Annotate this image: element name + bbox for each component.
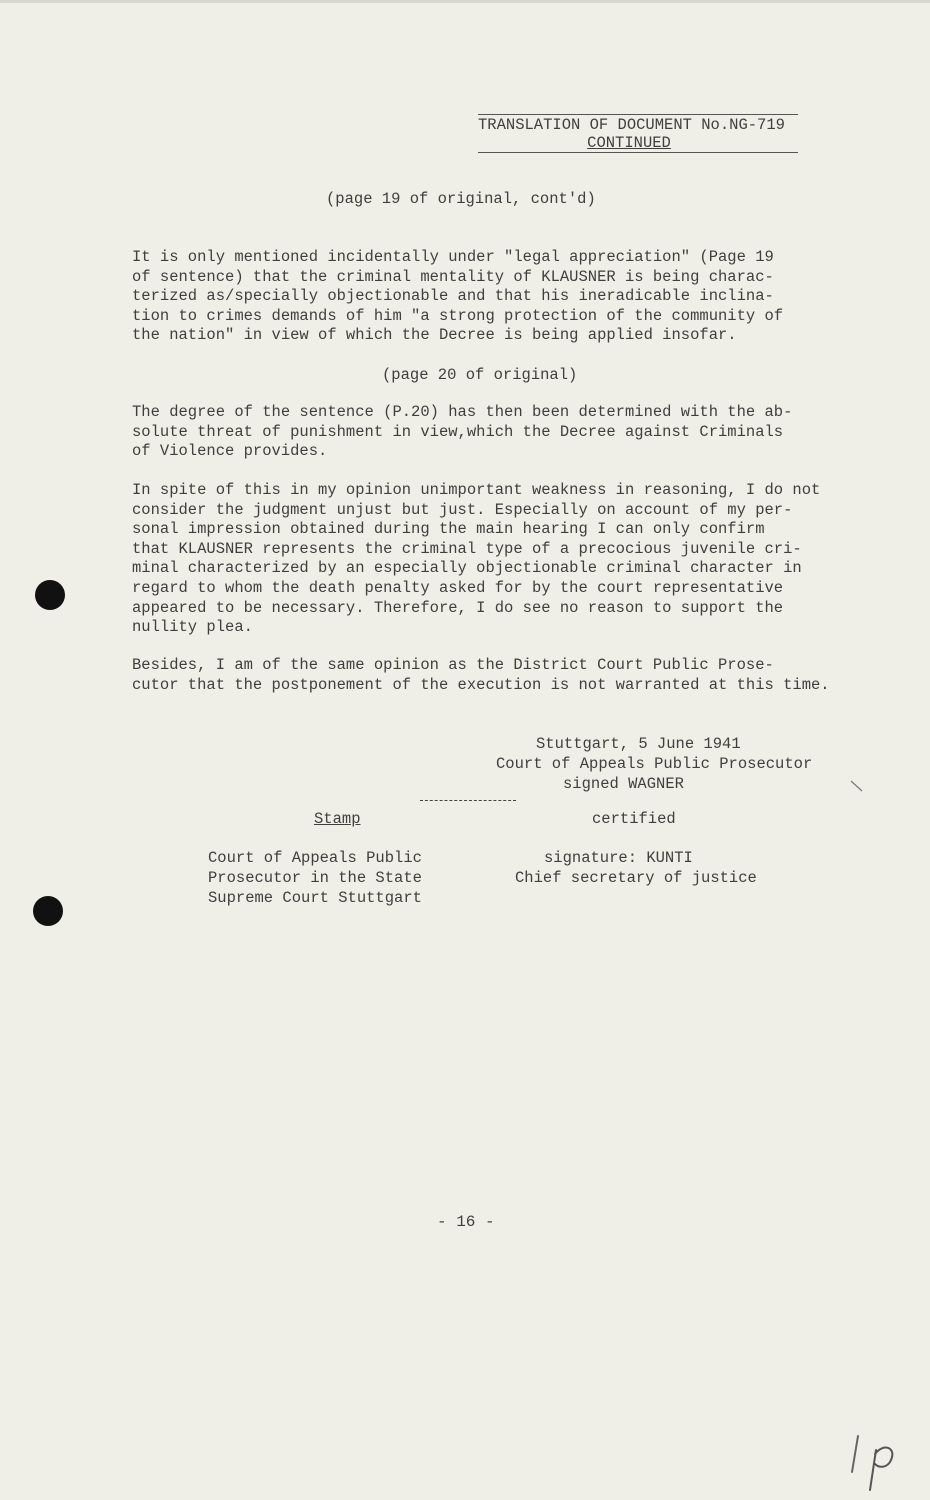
paragraph-line: Besides, I am of the same opinion as the District Court Public Prose- xyxy=(132,656,774,674)
page-note-19: (page 19 of original, cont'd) xyxy=(326,190,596,208)
stamp-line: Supreme Court Stuttgart xyxy=(208,889,422,907)
paragraph-line: that KLAUSNER represents the criminal type of a precocious juvenile cri- xyxy=(132,539,802,558)
stamp-line: Court of Appeals Public xyxy=(208,849,422,867)
paragraph-4 xyxy=(132,656,832,695)
paragraph-3 xyxy=(132,481,832,638)
signature-place-date: Stuttgart, 5 June 1941 xyxy=(536,735,741,753)
page-top-edge xyxy=(0,0,930,3)
paragraph-line: the nation" in view of which the Decree is being applied insofar. xyxy=(132,326,737,345)
paragraph-line: It is only mentioned incidentally under "legal appreciation" (Page 19 xyxy=(132,248,774,266)
separator-dashes xyxy=(420,800,516,801)
stamp-text xyxy=(208,848,422,908)
paragraph-line: cutor that the postponement of the execution is not warranted at this time. xyxy=(132,675,830,694)
paragraph-line: appeared to be necessary. Therefore, I do see no reason to support the xyxy=(132,598,784,617)
signature-title: Court of Appeals Public Prosecutor xyxy=(496,755,813,773)
page-note-20: (page 20 of original) xyxy=(382,366,578,384)
paragraph-line: nullity plea. xyxy=(132,618,253,637)
paragraph-line: regard to whom the death penalty asked for by the court representative xyxy=(132,578,784,597)
paragraph-line: solute threat of punishment in view,which the Decree against Criminals xyxy=(132,422,784,441)
page-number: - 16 - xyxy=(437,1213,495,1231)
paragraph-line: tion to crimes demands of him "a strong protection of the community of xyxy=(132,306,784,325)
document-header xyxy=(478,114,798,153)
paragraph-2 xyxy=(132,403,832,462)
paragraph-line: In spite of this in my opinion unimportant weakness in reasoning, I do not xyxy=(132,481,821,499)
stray-mark xyxy=(850,780,864,794)
stamp-line: Prosecutor in the State xyxy=(208,869,422,887)
handwritten-initial-mark xyxy=(846,1432,906,1492)
signature-signed: signed WAGNER xyxy=(563,775,684,793)
paragraph-line: consider the judgment unjust but just. Especially on account of my per- xyxy=(132,500,793,519)
punch-hole xyxy=(33,896,63,926)
certification-title: Chief secretary of justice xyxy=(515,869,757,887)
paragraph-line: sonal impression obtained during the main hearing I can only confirm xyxy=(132,520,765,539)
header-continued: CONTINUED xyxy=(478,134,798,153)
certification-text xyxy=(515,848,757,888)
certified-label: certified xyxy=(592,810,676,828)
punch-hole xyxy=(35,580,65,610)
signature-block xyxy=(496,734,826,794)
paragraph-1 xyxy=(132,248,832,346)
paragraph-line: of sentence) that the criminal mentality of KLAUSNER is being charac- xyxy=(132,267,774,286)
paragraph-line: terized as/specially objectionable and that his ineradicable inclina- xyxy=(132,287,774,306)
paragraph-line: The degree of the sentence (P.20) has then been determined with the ab- xyxy=(132,403,793,421)
paragraph-line: minal characterized by an especially objectionable criminal character in xyxy=(132,559,802,578)
certification-signature: signature: KUNTI xyxy=(544,849,693,867)
paragraph-line: of Violence provides. xyxy=(132,442,328,461)
stamp-label: Stamp xyxy=(314,810,361,828)
header-title: TRANSLATION OF DOCUMENT No.NG-719 xyxy=(478,114,798,134)
